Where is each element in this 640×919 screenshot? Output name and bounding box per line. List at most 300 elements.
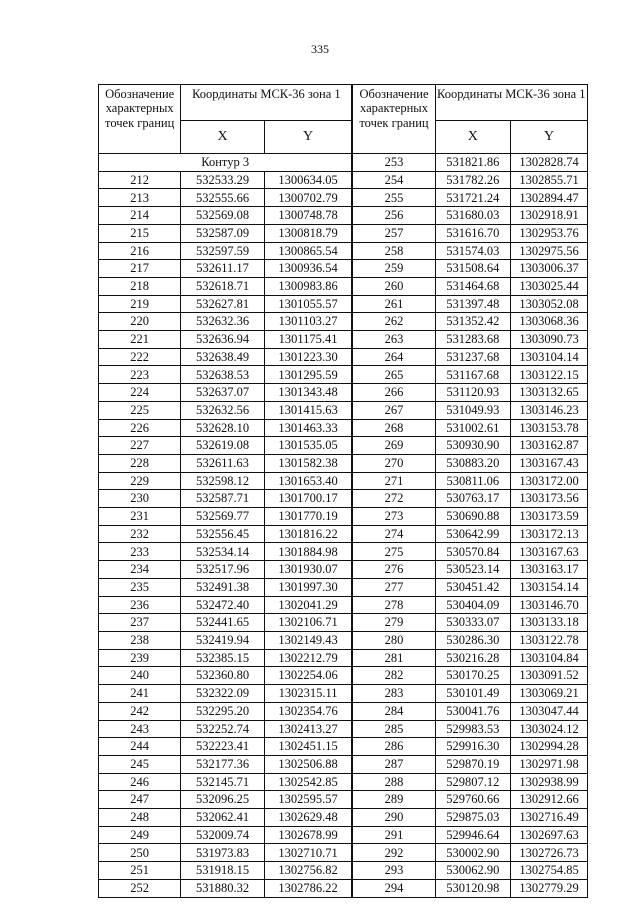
table-row	[353, 154, 588, 172]
x-coordinate: 532628.10	[181, 419, 264, 437]
y-coordinate: 1303024.12	[511, 720, 588, 738]
table-row	[353, 260, 588, 278]
y-coordinate: 1302953.76	[511, 224, 588, 242]
y-coordinate: 1300818.79	[264, 224, 352, 242]
y-coordinate: 1302726.73	[511, 844, 588, 862]
point-number: 276	[353, 561, 435, 579]
point-number: 215	[99, 224, 181, 242]
table-row	[99, 791, 352, 809]
x-coordinate: 532472.40	[181, 596, 264, 614]
table-row	[353, 348, 588, 366]
table-row	[99, 171, 352, 189]
point-number: 259	[353, 260, 435, 278]
x-coordinate: 531120.93	[435, 384, 511, 402]
x-header: X	[181, 120, 264, 153]
y-coordinate: 1303154.14	[511, 578, 588, 596]
point-number: 285	[353, 720, 435, 738]
x-coordinate: 530216.28	[435, 649, 511, 667]
x-coordinate: 532177.36	[181, 755, 264, 773]
x-coordinate: 531782.26	[435, 171, 511, 189]
y-coordinate: 1302779.29	[511, 879, 588, 897]
x-coordinate: 530570.84	[435, 543, 511, 561]
point-number: 217	[99, 260, 181, 278]
x-header: X	[435, 120, 511, 153]
point-number: 265	[353, 366, 435, 384]
x-coordinate: 532587.09	[181, 224, 264, 242]
y-coordinate: 1303068.36	[511, 313, 588, 331]
table-row	[99, 862, 352, 880]
table-row	[353, 384, 588, 402]
table-row	[99, 667, 352, 685]
point-number: 271	[353, 472, 435, 490]
x-coordinate: 531721.24	[435, 189, 511, 207]
point-number: 232	[99, 525, 181, 543]
y-coordinate: 1301816.22	[264, 525, 352, 543]
table-row	[99, 366, 352, 384]
x-coordinate: 532587.71	[181, 490, 264, 508]
y-coordinate: 1303025.44	[511, 277, 588, 295]
table-row	[99, 614, 352, 632]
point-number: 228	[99, 454, 181, 472]
x-coordinate: 530120.98	[435, 879, 511, 897]
point-number: 236	[99, 596, 181, 614]
table-row	[353, 366, 588, 384]
y-coordinate: 1303090.73	[511, 331, 588, 349]
x-coordinate: 531821.86	[435, 154, 511, 172]
table-row	[353, 791, 588, 809]
table-row	[353, 738, 588, 756]
point-number: 235	[99, 578, 181, 596]
y-coordinate: 1303122.15	[511, 366, 588, 384]
point-number: 234	[99, 561, 181, 579]
y-coordinate: 1302354.76	[264, 702, 352, 720]
y-coordinate: 1300634.05	[264, 171, 352, 189]
point-number: 233	[99, 543, 181, 561]
table-row	[99, 738, 352, 756]
y-coordinate: 1302542.85	[264, 773, 352, 791]
coords-header: Координаты МСК-36 зона 1	[181, 85, 352, 121]
point-number: 240	[99, 667, 181, 685]
point-number: 281	[353, 649, 435, 667]
table-row	[99, 472, 352, 490]
point-number: 237	[99, 614, 181, 632]
point-number: 275	[353, 543, 435, 561]
point-number: 230	[99, 490, 181, 508]
point-number: 249	[99, 826, 181, 844]
y-coordinate: 1301997.30	[264, 578, 352, 596]
y-coordinate: 1302697.63	[511, 826, 588, 844]
x-coordinate: 532223.41	[181, 738, 264, 756]
y-coordinate: 1303047.44	[511, 702, 588, 720]
y-coordinate: 1300983.86	[264, 277, 352, 295]
x-coordinate: 529916.30	[435, 738, 511, 756]
x-coordinate: 531616.70	[435, 224, 511, 242]
x-coordinate: 531464.68	[435, 277, 511, 295]
x-coordinate: 529760.66	[435, 791, 511, 809]
point-number: 256	[353, 207, 435, 225]
x-coordinate: 532491.38	[181, 578, 264, 596]
y-header: Y	[511, 120, 588, 153]
x-coordinate: 530170.25	[435, 667, 511, 685]
x-coordinate: 532096.25	[181, 791, 264, 809]
point-number: 291	[353, 826, 435, 844]
table-row	[353, 224, 588, 242]
x-coordinate: 530002.90	[435, 844, 511, 862]
y-coordinate: 1301930.07	[264, 561, 352, 579]
point-number: 294	[353, 879, 435, 897]
point-number: 226	[99, 419, 181, 437]
x-coordinate: 530690.88	[435, 508, 511, 526]
y-coordinate: 1301175.41	[264, 331, 352, 349]
y-coordinate: 1303167.63	[511, 543, 588, 561]
x-coordinate: 532636.94	[181, 331, 264, 349]
point-number: 289	[353, 791, 435, 809]
y-coordinate: 1302912.66	[511, 791, 588, 809]
x-coordinate: 531049.93	[435, 401, 511, 419]
y-coordinate: 1300865.54	[264, 242, 352, 260]
y-coordinate: 1301055.57	[264, 295, 352, 313]
table-row	[99, 543, 352, 561]
right-table-body	[353, 154, 588, 898]
point-number: 250	[99, 844, 181, 862]
table-row	[99, 437, 352, 455]
table-row	[353, 614, 588, 632]
y-coordinate: 1302894.47	[511, 189, 588, 207]
y-coordinate: 1303104.84	[511, 649, 588, 667]
point-number: 266	[353, 384, 435, 402]
x-coordinate: 532385.15	[181, 649, 264, 667]
table-row	[353, 862, 588, 880]
x-coordinate: 532632.56	[181, 401, 264, 419]
x-coordinate: 531283.68	[435, 331, 511, 349]
table-row	[99, 189, 352, 207]
point-number: 263	[353, 331, 435, 349]
table-row	[99, 755, 352, 773]
y-coordinate: 1302629.48	[264, 809, 352, 827]
table-row	[353, 189, 588, 207]
point-number: 262	[353, 313, 435, 331]
table-row	[99, 809, 352, 827]
table-row	[99, 401, 352, 419]
x-coordinate: 532556.45	[181, 525, 264, 543]
x-coordinate: 532569.77	[181, 508, 264, 526]
x-coordinate: 532638.49	[181, 348, 264, 366]
y-coordinate: 1302938.99	[511, 773, 588, 791]
point-number: 220	[99, 313, 181, 331]
y-coordinate: 1300748.78	[264, 207, 352, 225]
point-number: 278	[353, 596, 435, 614]
y-header: Y	[264, 120, 352, 153]
table-row	[353, 578, 588, 596]
coordinates-tables	[98, 84, 588, 896]
table-row	[99, 313, 352, 331]
x-coordinate: 531508.64	[435, 260, 511, 278]
left-table-body	[99, 154, 352, 898]
y-coordinate: 1302212.79	[264, 649, 352, 667]
x-coordinate: 531167.68	[435, 366, 511, 384]
designation-header: Обозначение характерных точек границ	[99, 85, 181, 154]
y-coordinate: 1303153.78	[511, 419, 588, 437]
table-row	[353, 242, 588, 260]
point-number: 290	[353, 809, 435, 827]
x-coordinate: 532637.07	[181, 384, 264, 402]
x-coordinate: 532611.17	[181, 260, 264, 278]
point-number: 292	[353, 844, 435, 862]
y-coordinate: 1302710.71	[264, 844, 352, 862]
coordinates-table-right	[352, 84, 588, 898]
point-number: 227	[99, 437, 181, 455]
point-number: 261	[353, 295, 435, 313]
y-coordinate: 1302149.43	[264, 631, 352, 649]
x-coordinate: 530451.42	[435, 578, 511, 596]
point-number: 216	[99, 242, 181, 260]
table-row	[353, 472, 588, 490]
point-number: 293	[353, 862, 435, 880]
contour-label: Контур 3	[99, 154, 352, 172]
table-row	[99, 384, 352, 402]
x-coordinate: 532062.41	[181, 809, 264, 827]
y-coordinate: 1303091.52	[511, 667, 588, 685]
table-row	[353, 631, 588, 649]
table-row	[353, 437, 588, 455]
table-row	[353, 171, 588, 189]
table-row	[99, 277, 352, 295]
point-number: 248	[99, 809, 181, 827]
table-row	[353, 561, 588, 579]
point-number: 277	[353, 578, 435, 596]
point-number: 258	[353, 242, 435, 260]
x-coordinate: 531002.61	[435, 419, 511, 437]
point-number: 283	[353, 685, 435, 703]
y-coordinate: 1302315.11	[264, 685, 352, 703]
x-coordinate: 530062.90	[435, 862, 511, 880]
x-coordinate: 532295.20	[181, 702, 264, 720]
table-row	[99, 331, 352, 349]
point-number: 268	[353, 419, 435, 437]
y-coordinate: 1303162.87	[511, 437, 588, 455]
y-coordinate: 1301463.33	[264, 419, 352, 437]
table-row	[353, 844, 588, 862]
y-coordinate: 1301343.48	[264, 384, 352, 402]
point-number: 222	[99, 348, 181, 366]
y-coordinate: 1301223.30	[264, 348, 352, 366]
x-coordinate: 529875.03	[435, 809, 511, 827]
point-number: 231	[99, 508, 181, 526]
x-coordinate: 529807.12	[435, 773, 511, 791]
y-coordinate: 1302786.22	[264, 879, 352, 897]
table-row	[99, 348, 352, 366]
y-coordinate: 1302595.57	[264, 791, 352, 809]
table-row	[353, 809, 588, 827]
x-coordinate: 532009.74	[181, 826, 264, 844]
table-row	[353, 207, 588, 225]
y-coordinate: 1302106.71	[264, 614, 352, 632]
y-coordinate: 1301415.63	[264, 401, 352, 419]
point-number: 270	[353, 454, 435, 472]
x-coordinate: 530930.90	[435, 437, 511, 455]
y-coordinate: 1303173.56	[511, 490, 588, 508]
point-number: 246	[99, 773, 181, 791]
table-row	[353, 685, 588, 703]
table-row	[353, 295, 588, 313]
y-coordinate: 1303122.78	[511, 631, 588, 649]
y-coordinate: 1303146.23	[511, 401, 588, 419]
point-number: 255	[353, 189, 435, 207]
y-coordinate: 1300702.79	[264, 189, 352, 207]
table-row	[99, 720, 352, 738]
y-coordinate: 1300936.54	[264, 260, 352, 278]
y-coordinate: 1302754.85	[511, 862, 588, 880]
table-row	[353, 401, 588, 419]
table-row	[353, 508, 588, 526]
point-number: 254	[353, 171, 435, 189]
table-row	[99, 773, 352, 791]
x-coordinate: 530811.06	[435, 472, 511, 490]
x-coordinate: 530041.76	[435, 702, 511, 720]
x-coordinate: 530404.09	[435, 596, 511, 614]
point-number: 244	[99, 738, 181, 756]
point-number: 241	[99, 685, 181, 703]
point-number: 264	[353, 348, 435, 366]
x-coordinate: 532627.81	[181, 295, 264, 313]
y-coordinate: 1302254.06	[264, 667, 352, 685]
x-coordinate: 532632.36	[181, 313, 264, 331]
x-coordinate: 531973.83	[181, 844, 264, 862]
x-coordinate: 532419.94	[181, 631, 264, 649]
point-number: 267	[353, 401, 435, 419]
point-number: 223	[99, 366, 181, 384]
y-coordinate: 1301103.27	[264, 313, 352, 331]
x-coordinate: 532598.12	[181, 472, 264, 490]
point-number: 288	[353, 773, 435, 791]
x-coordinate: 531918.15	[181, 862, 264, 880]
table-row	[99, 260, 352, 278]
x-coordinate: 529946.64	[435, 826, 511, 844]
y-coordinate: 1302506.88	[264, 755, 352, 773]
x-coordinate: 530286.30	[435, 631, 511, 649]
table-row	[353, 755, 588, 773]
table-row	[353, 277, 588, 295]
table-row	[99, 295, 352, 313]
y-coordinate: 1302994.28	[511, 738, 588, 756]
x-coordinate: 531680.03	[435, 207, 511, 225]
x-coordinate: 532618.71	[181, 277, 264, 295]
point-number: 238	[99, 631, 181, 649]
point-number: 221	[99, 331, 181, 349]
y-coordinate: 1303167.43	[511, 454, 588, 472]
y-coordinate: 1303052.08	[511, 295, 588, 313]
x-coordinate: 532360.80	[181, 667, 264, 685]
point-number: 251	[99, 862, 181, 880]
table-row	[99, 685, 352, 703]
point-number: 247	[99, 791, 181, 809]
contour-row	[99, 154, 352, 172]
x-coordinate: 532638.53	[181, 366, 264, 384]
table-row	[353, 826, 588, 844]
x-coordinate: 529983.53	[435, 720, 511, 738]
point-number: 284	[353, 702, 435, 720]
x-coordinate: 532533.29	[181, 171, 264, 189]
table-row	[353, 596, 588, 614]
x-coordinate: 532555.66	[181, 189, 264, 207]
table-row	[353, 649, 588, 667]
y-coordinate: 1301884.98	[264, 543, 352, 561]
y-coordinate: 1303133.18	[511, 614, 588, 632]
point-number: 260	[353, 277, 435, 295]
table-row	[353, 702, 588, 720]
y-coordinate: 1303146.70	[511, 596, 588, 614]
y-coordinate: 1303172.00	[511, 472, 588, 490]
point-number: 239	[99, 649, 181, 667]
y-coordinate: 1303172.13	[511, 525, 588, 543]
table-row	[353, 667, 588, 685]
point-number: 272	[353, 490, 435, 508]
point-number: 245	[99, 755, 181, 773]
y-coordinate: 1301700.17	[264, 490, 352, 508]
point-number: 252	[99, 879, 181, 897]
table-row	[99, 826, 352, 844]
y-coordinate: 1303069.21	[511, 685, 588, 703]
table-row	[353, 313, 588, 331]
table-row	[99, 454, 352, 472]
table-row	[99, 242, 352, 260]
x-coordinate: 530883.20	[435, 454, 511, 472]
x-coordinate: 530523.14	[435, 561, 511, 579]
y-coordinate: 1303104.14	[511, 348, 588, 366]
point-number: 280	[353, 631, 435, 649]
point-number: 273	[353, 508, 435, 526]
point-number: 274	[353, 525, 435, 543]
point-number: 257	[353, 224, 435, 242]
x-coordinate: 529870.19	[435, 755, 511, 773]
x-coordinate: 530642.99	[435, 525, 511, 543]
point-number: 213	[99, 189, 181, 207]
table-row	[99, 561, 352, 579]
x-coordinate: 531574.03	[435, 242, 511, 260]
table-row	[353, 543, 588, 561]
x-coordinate: 530763.17	[435, 490, 511, 508]
table-row	[99, 631, 352, 649]
y-coordinate: 1302975.56	[511, 242, 588, 260]
x-coordinate: 530333.07	[435, 614, 511, 632]
x-coordinate: 532534.14	[181, 543, 264, 561]
table-row	[353, 331, 588, 349]
point-number: 242	[99, 702, 181, 720]
designation-header: Обозначение характерных точек границ	[353, 85, 435, 154]
y-coordinate: 1301653.40	[264, 472, 352, 490]
x-coordinate: 531880.32	[181, 879, 264, 897]
point-number: 229	[99, 472, 181, 490]
y-coordinate: 1303132.65	[511, 384, 588, 402]
y-coordinate: 1303173.59	[511, 508, 588, 526]
table-row	[99, 419, 352, 437]
x-coordinate: 531352.42	[435, 313, 511, 331]
point-number: 214	[99, 207, 181, 225]
x-coordinate: 532517.96	[181, 561, 264, 579]
x-coordinate: 532322.09	[181, 685, 264, 703]
y-coordinate: 1302413.27	[264, 720, 352, 738]
coords-header: Координаты МСК-36 зона 1	[435, 85, 587, 121]
x-coordinate: 532619.08	[181, 437, 264, 455]
table-row	[99, 490, 352, 508]
table-row	[353, 454, 588, 472]
y-coordinate: 1301770.19	[264, 508, 352, 526]
y-coordinate: 1302716.49	[511, 809, 588, 827]
point-number: 243	[99, 720, 181, 738]
y-coordinate: 1303006.37	[511, 260, 588, 278]
table-row	[99, 578, 352, 596]
y-coordinate: 1302828.74	[511, 154, 588, 172]
